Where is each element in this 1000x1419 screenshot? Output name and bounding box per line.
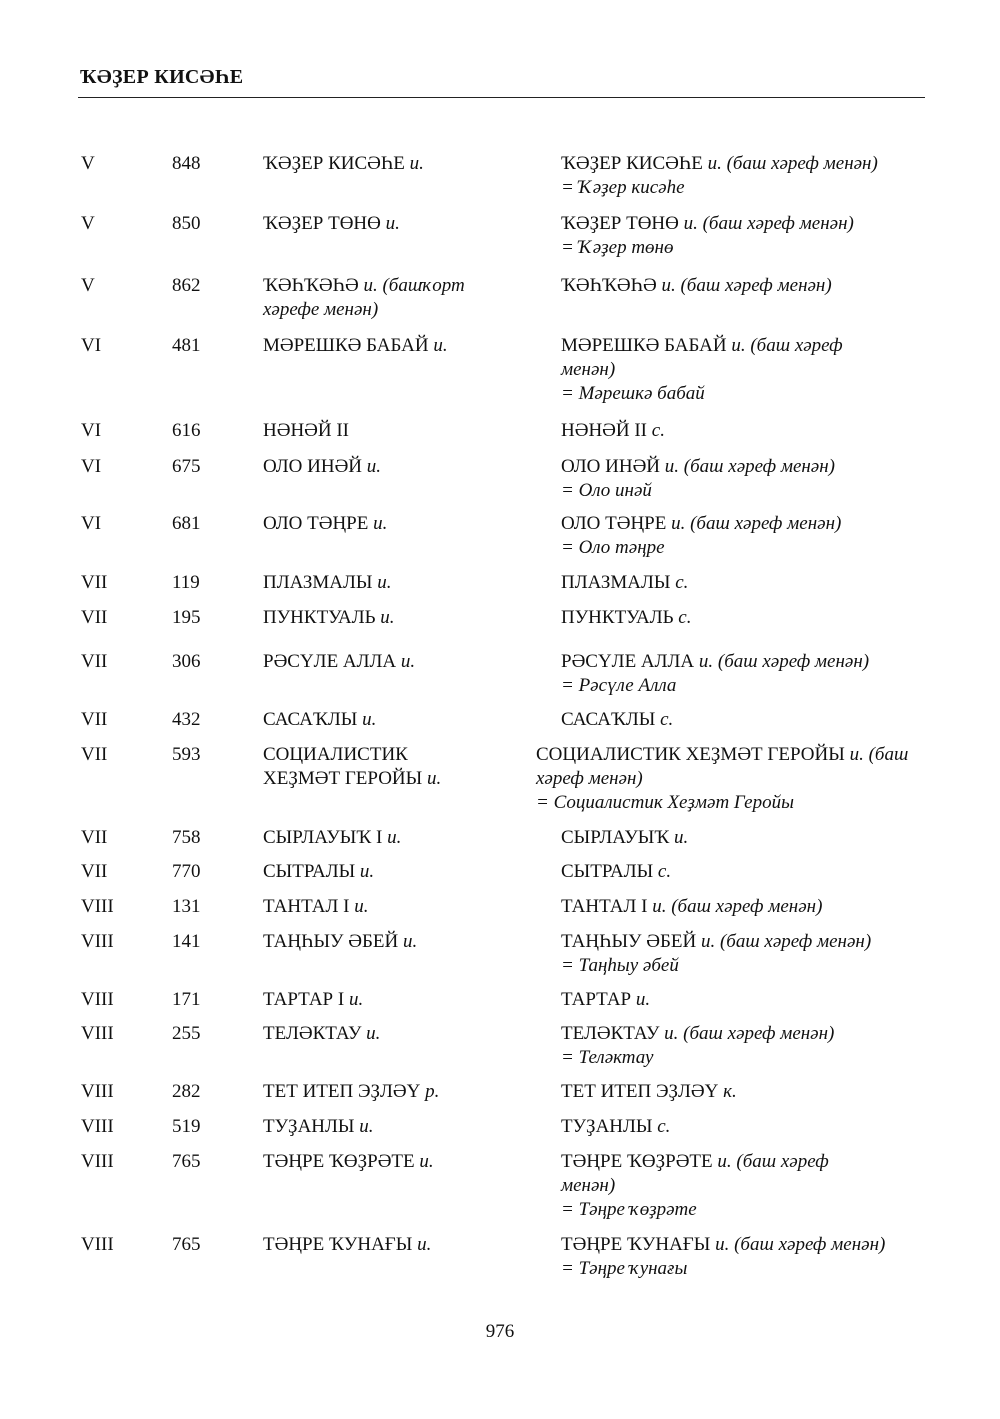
new-entry-equivalent: = Ҡәҙер кисәһе [561, 177, 685, 198]
old-entry [263, 826, 533, 850]
new-entry-equivalent: = Тәңре ҡөҙрәте [561, 1199, 697, 1220]
page-ref: 195 [172, 607, 201, 628]
page-ref: 848 [172, 153, 201, 174]
new-entry [536, 743, 931, 815]
old-entry [263, 743, 533, 791]
new-entry-word: НӘНӘЙ II [561, 420, 648, 441]
page-ref: 306 [172, 651, 201, 672]
old-entry [263, 1115, 533, 1139]
new-entry-mark: с. [660, 709, 674, 730]
new-entry [561, 212, 941, 260]
old-entry [263, 1022, 533, 1046]
new-entry [561, 512, 941, 560]
new-entry-word: ТӘҢРЕ ҠӨҘРӘТЕ [561, 1151, 713, 1172]
page-ref: 850 [172, 213, 201, 234]
old-entry-mark: и. [385, 213, 400, 234]
old-entry [263, 571, 533, 595]
volume-number: V [81, 275, 95, 296]
new-entry-word: ТӘҢРЕ ҠУНАҒЫ [561, 1234, 711, 1255]
new-entry-equivalent: = Оло инәй [561, 480, 652, 501]
old-entry-word: МӘРЕШКӘ БАБАЙ [263, 335, 429, 356]
volume-number: VIII [81, 896, 114, 917]
new-entry-mark: и. (баш хәреф менән) [707, 153, 878, 174]
old-entry [263, 930, 533, 954]
old-entry-mark: и. (башҡорт хәрефе менән) [263, 275, 465, 320]
old-entry-word: ТАРТАР I [263, 989, 345, 1010]
new-entry-word: ҠӘҺҠӘҺӘ [561, 275, 657, 296]
new-entry-word: ТАРТАР [561, 989, 632, 1010]
volume-number: VI [81, 420, 102, 441]
old-entry-word: ТЕЛӘКТАУ [263, 1023, 362, 1044]
new-entry-word: ТАҢҺЫУ ӘБЕЙ [561, 931, 697, 952]
old-entry-word: РӘСҮЛЕ АЛЛА [263, 651, 397, 672]
new-entry [561, 650, 941, 698]
new-entry-mark: к. [723, 1081, 737, 1102]
new-entry-word: ОЛО ИНӘЙ [561, 456, 661, 477]
old-entry-word: ПУНКТУАЛЬ [263, 607, 376, 628]
page-ref: 593 [172, 744, 201, 765]
new-entry-mark: и. (баш хәреф менән) [664, 456, 835, 477]
new-entry [561, 826, 941, 850]
volume-number: VI [81, 456, 102, 477]
page-ref: 862 [172, 275, 201, 296]
page-ref: 765 [172, 1151, 201, 1172]
page-ref: 765 [172, 1234, 201, 1255]
page-ref: 131 [172, 896, 201, 917]
old-entry [263, 988, 533, 1012]
new-entry-equivalent: = Социалистик Хеҙмәт Геройы [536, 792, 794, 813]
page-ref: 255 [172, 1023, 201, 1044]
volume-number: VIII [81, 1023, 114, 1044]
new-entry-word: ТЕЛӘКТАУ [561, 1023, 660, 1044]
page-ref: 282 [172, 1081, 201, 1102]
page-header-title: ҠӘҘЕР КИСӘҺЕ [80, 66, 244, 88]
old-entry-word: ҠӘҺҠӘҺӘ [263, 275, 359, 296]
new-entry-mark: и. (баш хәреф менән) [664, 1023, 835, 1044]
volume-number: VII [81, 651, 108, 672]
old-entry-word: СЫРЛАУЫҠ I [263, 827, 383, 848]
new-entry-word: САСАҠЛЫ [561, 709, 656, 730]
new-entry-word: СОЦИАЛИСТИК ХЕҘМӘТ ГЕРОЙЫ [536, 744, 845, 765]
old-entry-word: ҠӘҘЕР КИСӘҺЕ [263, 153, 405, 174]
volume-number: VI [81, 513, 102, 534]
new-entry-word: ОЛО ТӘҢРЕ [561, 513, 667, 534]
page-ref: 171 [172, 989, 201, 1010]
volume-number: VIII [81, 1151, 114, 1172]
new-entry [561, 1022, 941, 1070]
new-entry [561, 1150, 886, 1222]
old-entry-word: НӘНӘЙ II [263, 420, 350, 441]
old-entry-mark: и. [348, 989, 364, 1010]
volume-number: VII [81, 607, 108, 628]
page-ref: 141 [172, 931, 201, 952]
new-entry [561, 930, 941, 978]
new-entry-mark: с. [651, 420, 665, 441]
new-entry-mark: и. (баш хәреф менән) [698, 651, 870, 672]
page-ref: 758 [172, 827, 201, 848]
old-entry-word: СЫТРАЛЫ [263, 861, 356, 882]
new-entry-equivalent: = Таңһыу әбей [561, 955, 679, 976]
old-entry [263, 860, 533, 884]
old-entry [263, 1080, 533, 1104]
old-entry [263, 708, 533, 732]
old-entry-word: ТАНТАЛ I [263, 896, 350, 917]
new-entry-mark: и. (баш хәреф менән) [671, 513, 842, 534]
new-entry-mark: и. (баш хәреф менән) [561, 1151, 829, 1196]
old-entry [263, 455, 533, 479]
new-entry-word: СЫРЛАУЫҠ [561, 827, 670, 848]
old-entry-word: ОЛО ИНӘЙ [263, 456, 363, 477]
old-entry-mark: и. [359, 1116, 374, 1137]
new-entry-mark: и. [635, 989, 651, 1010]
old-entry-word: ОЛО ТӘҢРЕ [263, 513, 369, 534]
new-entry [561, 895, 941, 919]
old-entry [263, 512, 533, 536]
old-entry-mark: и. [409, 153, 424, 174]
old-entry-mark: и. [373, 513, 388, 534]
old-entry-word: ПЛАЗМАЛЫ [263, 572, 373, 593]
volume-number: VIII [81, 931, 114, 952]
new-entry-mark: и. (баш хәреф менән) [700, 931, 872, 952]
new-entry-mark: и. (баш хәреф менән) [561, 335, 843, 380]
new-entry-word: ҠӘҘЕР КИСӘҺЕ [561, 153, 703, 174]
new-entry-mark: с. [675, 572, 689, 593]
old-entry-mark: и. [402, 931, 418, 952]
new-entry-equivalent: = Мәрешкә бабай [561, 383, 705, 404]
new-entry [561, 606, 941, 630]
volume-number: V [81, 213, 95, 234]
volume-number: VIII [81, 1234, 114, 1255]
new-entry-mark: с. [678, 607, 692, 628]
new-entry-word: СЫТРАЛЫ [561, 861, 654, 882]
new-entry-word: ПУНКТУАЛЬ [561, 607, 674, 628]
new-entry [561, 988, 941, 1012]
old-entry [263, 274, 508, 322]
old-entry-word: САСАҠЛЫ [263, 709, 358, 730]
volume-number: VII [81, 709, 108, 730]
new-entry-mark: с. [657, 1116, 671, 1137]
new-entry [561, 152, 941, 200]
header-rule [78, 97, 925, 98]
old-entry-mark: и. [362, 709, 377, 730]
old-entry-word: ХЕҘМӘТ ГЕРОЙЫ [263, 768, 423, 789]
page-ref: 675 [172, 456, 201, 477]
new-entry-word: РӘСҮЛЕ АЛЛА [561, 651, 695, 672]
old-entry [263, 1150, 533, 1174]
old-entry-mark: и. [380, 607, 395, 628]
old-entry-word: СОЦИАЛИСТИК [263, 744, 408, 765]
page-ref: 119 [172, 572, 200, 593]
new-entry-equivalent: = Оло тәңре [561, 537, 665, 558]
volume-number: VI [81, 335, 102, 356]
page-number: 976 [485, 1321, 515, 1342]
old-entry [263, 419, 533, 443]
old-entry-word: ТӘҢРЕ ҠУНАҒЫ [263, 1234, 413, 1255]
old-entry-mark: и. [354, 896, 369, 917]
old-entry-mark: и. [400, 651, 416, 672]
new-entry [561, 1080, 941, 1104]
old-entry-word: ТӘҢРЕ ҠӨҘРӘТЕ [263, 1151, 415, 1172]
new-entry-word: ҠӘҘЕР ТӨНӨ [561, 213, 679, 234]
volume-number: VII [81, 744, 108, 765]
new-entry-mark: и. (баш хәреф менән) [536, 744, 909, 789]
volume-number: VII [81, 827, 108, 848]
new-entry-word: МӘРЕШКӘ БАБАЙ [561, 335, 727, 356]
new-entry-equivalent: = Тәңре ҡунағы [561, 1258, 688, 1279]
volume-number: V [81, 153, 95, 174]
new-entry [561, 419, 941, 443]
old-entry-word: ТЕТ ИТЕП ЭҘЛӘҮ [263, 1081, 421, 1102]
page-ref: 432 [172, 709, 201, 730]
volume-number: VIII [81, 1081, 114, 1102]
new-entry [561, 334, 886, 406]
page-ref: 616 [172, 420, 201, 441]
volume-number: VII [81, 861, 108, 882]
volume-number: VII [81, 572, 108, 593]
old-entry-mark: и. [377, 572, 392, 593]
page-ref: 481 [172, 335, 201, 356]
old-entry [263, 334, 533, 358]
new-entry-mark: и. (баш хәреф менән) [715, 1234, 886, 1255]
new-entry [561, 274, 941, 298]
old-entry-word: ТУҘАНЛЫ [263, 1116, 355, 1137]
new-entry-equivalent: = Теләктау [561, 1047, 654, 1068]
old-entry [263, 895, 533, 919]
old-entry-mark: и. [366, 456, 382, 477]
new-entry-equivalent: = Ҡәҙер төнө [561, 237, 674, 258]
new-entry-word: ТУҘАНЛЫ [561, 1116, 653, 1137]
new-entry-mark: и. [674, 827, 689, 848]
new-entry-word: ПЛАЗМАЛЫ [561, 572, 671, 593]
old-entry [263, 152, 533, 176]
old-entry-mark: р. [425, 1081, 440, 1102]
volume-number: VIII [81, 989, 114, 1010]
page-ref: 681 [172, 513, 201, 534]
new-entry-mark: с. [657, 861, 672, 882]
new-entry-mark: и. (баш хәреф менән) [652, 896, 823, 917]
old-entry-mark: и. [433, 335, 448, 356]
page-ref: 519 [172, 1116, 201, 1137]
volume-number: VIII [81, 1116, 114, 1137]
new-entry-mark: и. (баш хәреф менән) [683, 213, 854, 234]
new-entry-mark: и. (баш хәреф менән) [661, 275, 832, 296]
new-entry [561, 708, 941, 732]
new-entry-word: ТЕТ ИТЕП ЭҘЛӘҮ [561, 1081, 719, 1102]
new-entry [561, 860, 941, 884]
old-entry-mark: и. [417, 1234, 432, 1255]
old-entry [263, 606, 533, 630]
old-entry-mark: и. [359, 861, 375, 882]
old-entry [263, 1233, 533, 1257]
old-entry-word: ҠӘҘЕР ТӨНӨ [263, 213, 381, 234]
old-entry-mark: и. [419, 1151, 434, 1172]
new-entry [561, 571, 941, 595]
new-entry-equivalent: = Рәсүле Алла [561, 675, 677, 696]
new-entry-word: ТАНТАЛ I [561, 896, 648, 917]
new-entry [561, 1115, 941, 1139]
old-entry-mark: и. [366, 1023, 381, 1044]
old-entry-mark: и. [426, 768, 442, 789]
old-entry [263, 650, 533, 674]
old-entry [263, 212, 533, 236]
old-entry-mark: и. [387, 827, 402, 848]
new-entry [561, 455, 941, 503]
old-entry-word: ТАҢҺЫУ ӘБЕЙ [263, 931, 399, 952]
new-entry [561, 1233, 941, 1281]
page-ref: 770 [172, 861, 201, 882]
